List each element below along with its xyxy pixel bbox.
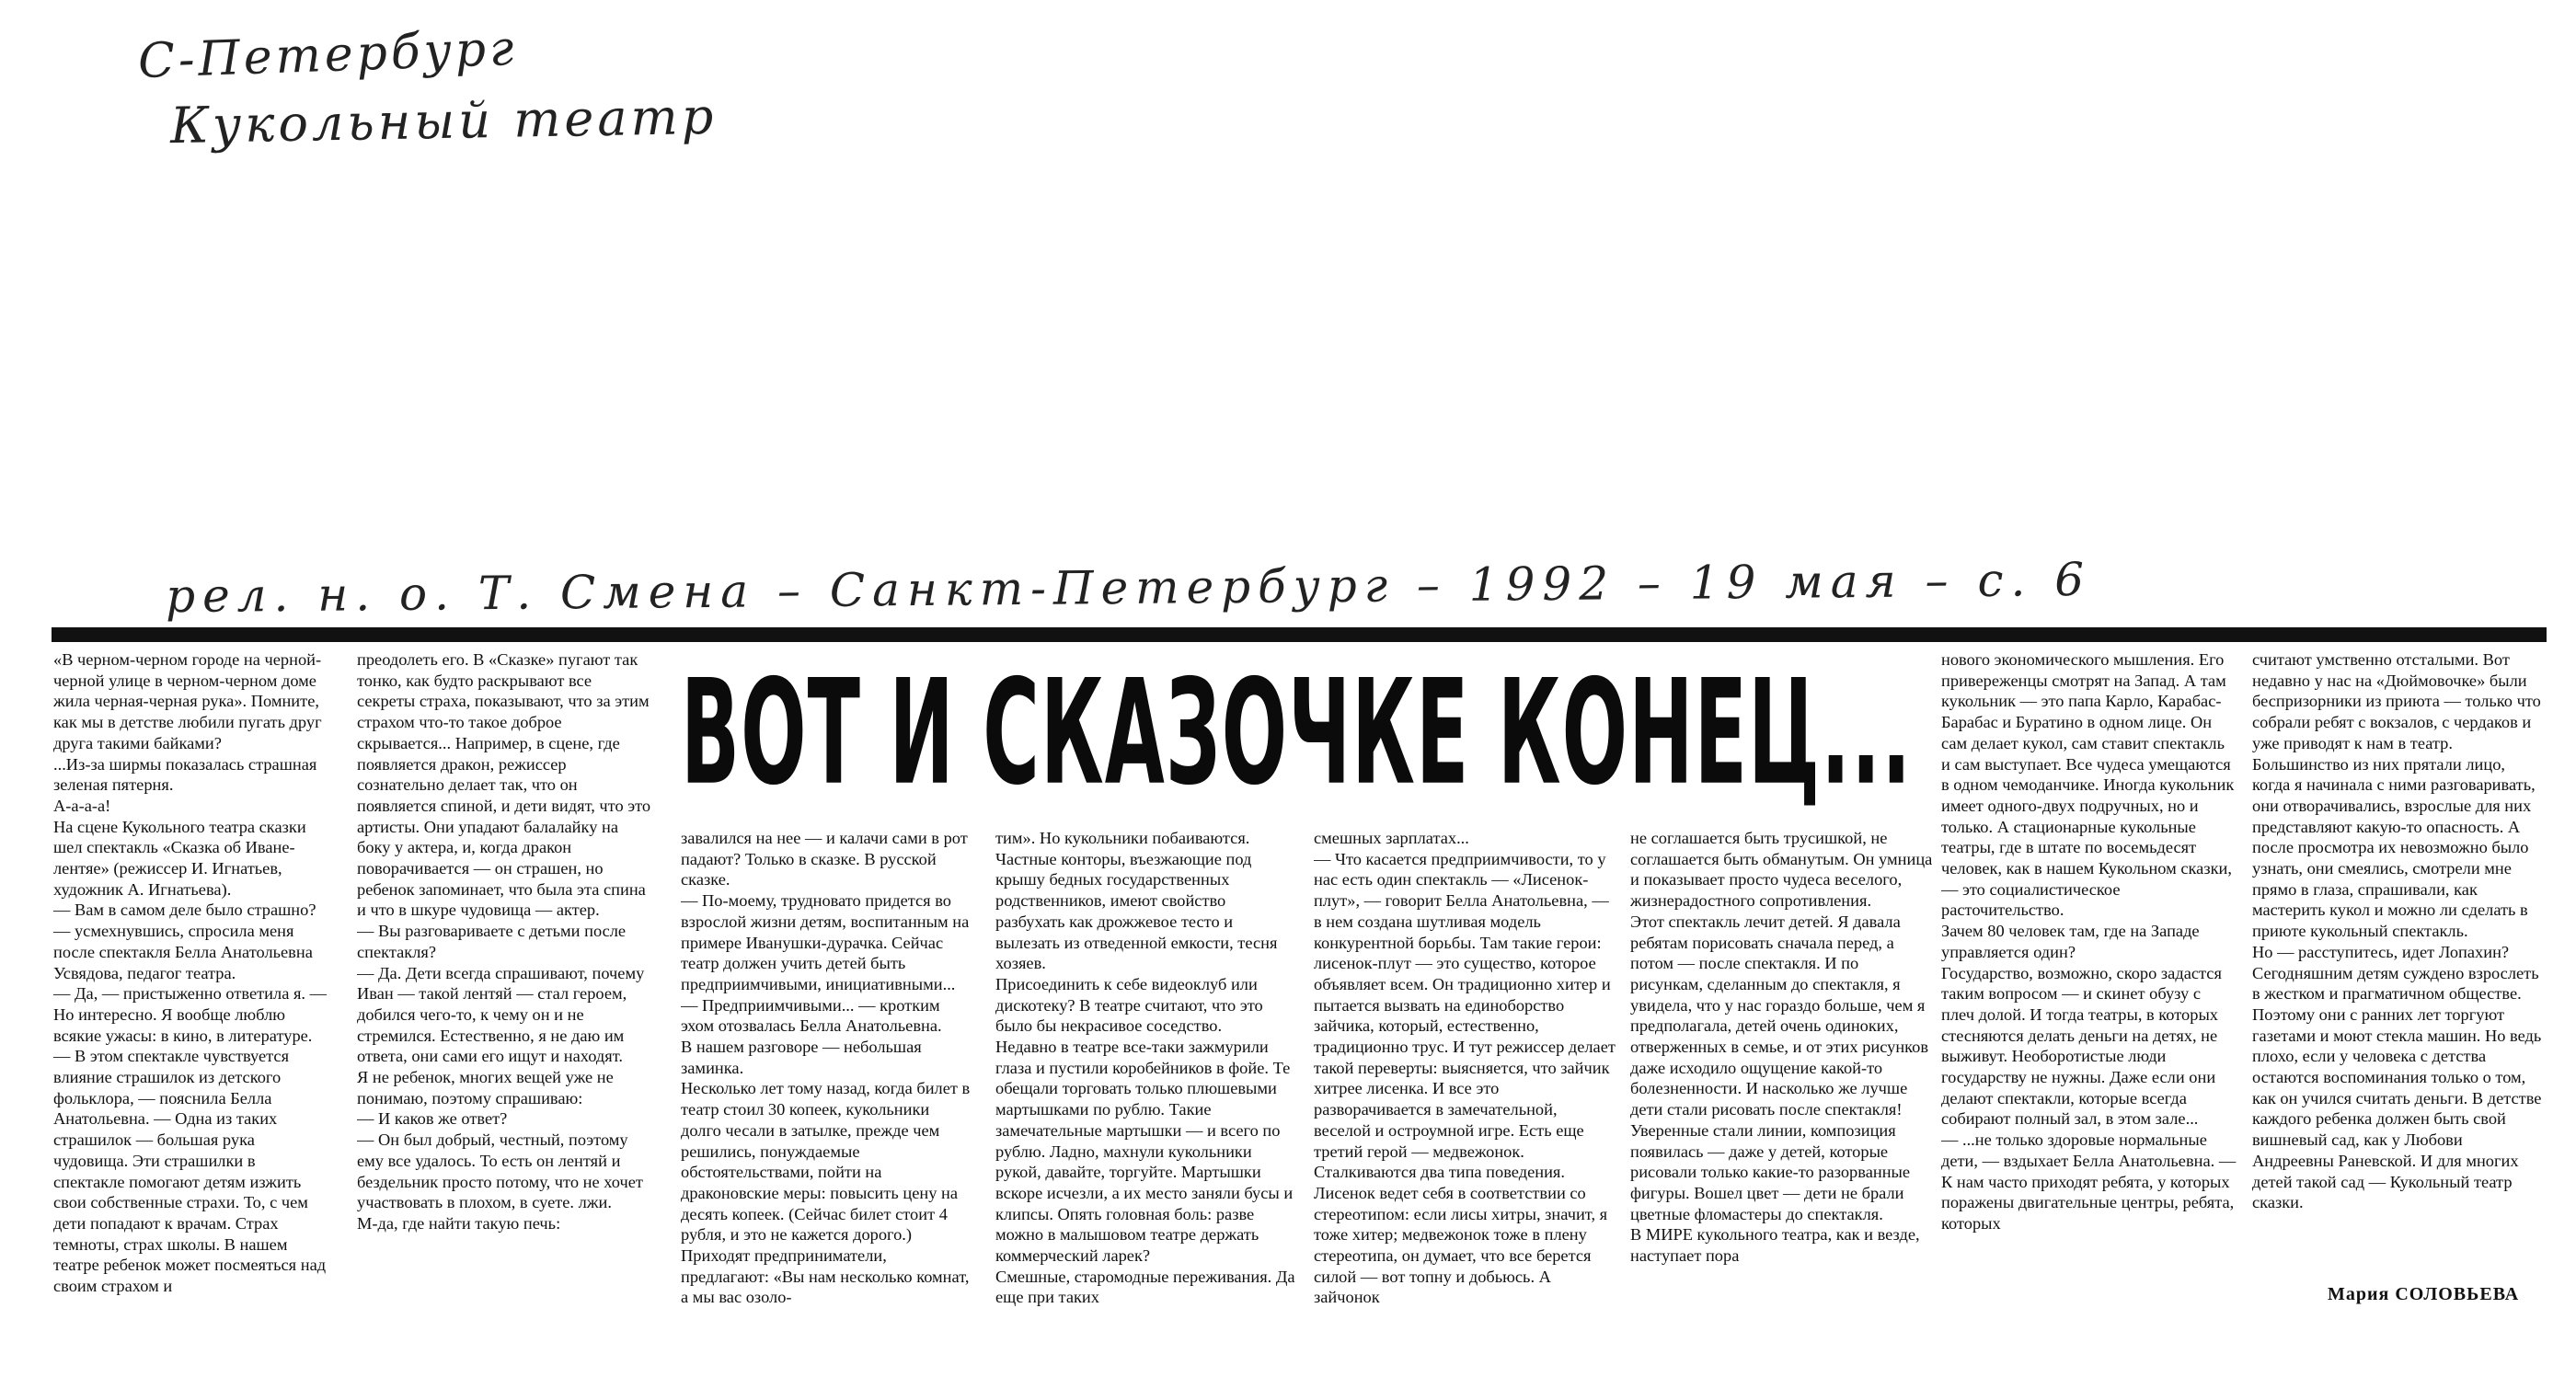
article-paragraph: Но — расступитесь, идет Лопахин? bbox=[2252, 942, 2510, 961]
article-paragraph: Недавно в театре все-таки зажмурили глаза и пустили коробейников в фойе. Те обещали торговать только плюшевыми мартышками по рублю. Такие замечательные мартышки — и всего по рублю. Ладно, махнули кукольники рукой, давайте, торгуйте. Мартышки вскоре исчезли, а их место заняли бусы и клипсы. Опять головная боль: разве можно в малышовом театре держать коммерческий ларек? bbox=[995, 1038, 1294, 1266]
article-paragraph: завалился на нее — и калачи сами в рот падают? Только в сказке. В русской сказке. bbox=[681, 829, 968, 889]
article-paragraph: Зачем 80 человек там, где на Западе управляется один? bbox=[1941, 922, 2200, 961]
article-paragraph: — Вы разговариваете с детьми после спектакля? bbox=[357, 922, 627, 961]
article-headline: ВОТ И СКАЗОЧКЕ КОНЕЦ... bbox=[681, 648, 1913, 818]
article-paragraph: преодолеть его. В «Сказке» пугают так тонко, как будто раскрывают все секреты страха, показывают, что за этим страхом что-то такое доброе скрывается... Например, в сцене, где появляется дракон, режиссер сознательно делает так, что он появляется спиной, и дети видят, что это артисты. Они упадают балалайку на боку у актера, и, когда дракон поворачивается — он страшен, но ребенок запоминает, что была эта спина и что в шкуре чудовища — актер. bbox=[357, 650, 651, 920]
article-paragraph: В нашем разговоре — небольшая заминка. bbox=[681, 1038, 922, 1077]
article-paragraph: А-а-а-а! bbox=[53, 796, 111, 815]
article-paragraph: Несколько лет тому назад, когда билет в театр стоил 30 копеек, кукольники долго чесали в затылке, прежде чем решились, понуждаемые обстоятельствами, пойти на драконовские меры: повысить цену на десять копеек. (Сейчас билет стоит 4 рубля, и это не кажется дорого.) bbox=[681, 1079, 971, 1245]
article-paragraph: нового экономического мышления. Его привереженцы смотрят на Запад. А там кукольник — это папа Карло, Карабас-Барабас и Буратино в одном лице. Он сам делает кукол, сам ставит спектакль и сам выступает. Все чудеса умещаются в одном чемоданчике. Иногда кукольник имеет одного-двух подручных, но и только. А стационарные кукольные театры, где в штате по восемьдесят человек, как в нашем Кукольном сказки, — это социалистическое расточительство. bbox=[1941, 650, 2235, 920]
article-paragraph: Присоединить к себе видеоклуб или дискотеку? В театре считают, что это было бы некрасивое соседство. bbox=[995, 974, 1263, 1036]
article-paragraph: — Он был добрый, честный, поэтому ему все удалось. То есть он лентяй и бездельник просто потому, что не хочет участвовать в плохом, в суете. лжи. bbox=[357, 1130, 643, 1212]
article-paragraph: смешных зарплатах... bbox=[1314, 829, 1469, 847]
article-paragraph: тим». Но кукольники побаиваются. Частные конторы, въезжающие под крышу бедных государственных родственников, имеют свойство разбухать как дрожжевое тесто и вылезать из отведенной емкости, тесня хозяев. bbox=[995, 829, 1278, 973]
article-column-3 bbox=[681, 828, 973, 1371]
article-paragraph: — В этом спектакле чувствуется влияние страшилок из детского фольклора, — пояснила Белла Анатольевна. — Одна из таких страшилок — большая рука чудовища. Эти страшилки в спектакле помогают детям изжить свои собственные страхи. То, с чем дети попадают к врачам. Страх темноты, страх школы. В нашем театре ребенок может посмеяться над своим страхом и bbox=[53, 1047, 327, 1296]
article-paragraph: Этот спектакль лечит детей. Я давала ребятам порисовать сначала перед, а потом — после спектакля. И по рисункам, сделанным до спектакля, я увидела, что у нас гораздо больше, чем я предполагала, детей очень одиноких, отверженных в семье, и от этих рисунков даже исходило ощущение какой-то болезненности. И насколько же лучше дети стали рисовать после спектакля! Уверенные стали линии, композиция появилась — даже у детей, которые рисовали только какие-то разорванные фигуры. Вошел цвет — дети не брали цветные фломастеры до спектакля. bbox=[1630, 912, 1929, 1223]
article-paragraph: В МИРЕ кукольного театра, как и везде, наступает пора bbox=[1630, 1225, 1920, 1266]
article-paragraph: — Вам в самом деле было страшно? — усмехнувшись, спросила меня после спектакля Белла Анатольевна Усвядова, педагог театра. bbox=[53, 901, 316, 982]
article-column-6 bbox=[1630, 828, 1934, 1371]
article-author: Мария СОЛОВЬЕВА bbox=[2328, 1284, 2520, 1304]
article-paragraph: Сегодняшним детям суждено взрослеть в жестком и прагматичном обществе. Поэтому они с ранних лет торгуют газетами и моют стекла машин. Но ведь плохо, если у человека с детства остаются воспоминания только о том, как он учился считать деньги. В детстве каждого ребенка должен быть свой вишневый сад, как у Любови Андреевны Раневской. И для многих детей такой сад — Кукольный театр сказки. bbox=[2252, 963, 2542, 1212]
article-paragraph: — ...не только здоровые нормальные дети, — вздыхает Белла Анатольевна. — К нам часто приходят ребята, у которых поражены двигательные центры, ребята, которых bbox=[1941, 1130, 2237, 1233]
article-paragraph: — И каков же ответ? bbox=[357, 1109, 508, 1129]
article-paragraph: Государство, возможно, скоро задастся таким вопросом — и скинет обузу с плеч долой. И тогда театры, в которых стесняются делать деньги на детях, не выживут. Необоротистые люди государству не нужны. Даже если они делают спектакли, которые всегда собирают полный зал, в этом зале... bbox=[1941, 963, 2222, 1129]
article-column-5 bbox=[1314, 828, 1617, 1371]
handwritten-city-note: С-Петербург bbox=[137, 20, 519, 90]
article-paragraph: — По-моему, трудновато придется во взрослой жизни детям, воспитанным на примере Иванушки-дурачка. Сейчас театр должен учить детей быть предприимчивыми, инициативными... bbox=[681, 891, 970, 993]
handwritten-theatre-note: Кукольный театр bbox=[169, 86, 718, 155]
article-column-8 bbox=[2252, 649, 2545, 1293]
article-paragraph: «В черном-черном городе на черной-черной улице в черном-черном доме жила черная-черная рука». Помните, как мы в детстве любили пугать друг друга такими байками? bbox=[53, 650, 322, 752]
article-paragraph: Я не ребенок, многих вещей уже не понимаю, поэтому спрашиваю: bbox=[357, 1068, 614, 1107]
article-paragraph: М-да, где найти такую печь: bbox=[357, 1213, 561, 1233]
handwritten-source-note: рел. н. о. Т. Смена – Санкт-Петербург – 1992 – 19 мая – с. 6 bbox=[165, 552, 2092, 624]
article-paragraph: — Да, — пристыженно ответила я. — Но интересно. Я вообще люблю всякие ужасы: в кино, в литературе. bbox=[53, 984, 328, 1045]
top-rule bbox=[52, 627, 2547, 642]
article-paragraph: — Да. Дети всегда спрашивают, почему Иван — такой лентяй — стал героем, добился чего-то, к чему он и не стремился. Естественно, я не даю им ответа, они сами его ищут и находят. bbox=[357, 963, 645, 1066]
article-column-4 bbox=[995, 828, 1299, 1371]
article-column-2 bbox=[357, 649, 651, 1371]
article-paragraph: Приходят предприниматели, предлагают: «Вы нам несколько комнат, а мы вас озоло- bbox=[681, 1246, 970, 1307]
article-paragraph: Смешные, старомодные переживания. Да еще при таких bbox=[995, 1267, 1295, 1307]
article-paragraph: не соглашается быть трусишкой, не соглашается быть обманутым. Он умница и показывает просто чудеса веселого, жизнерадостного сопротивления. bbox=[1630, 829, 1933, 911]
article-paragraph: ...Из-за ширмы показалась страшная зеленая пятерня. bbox=[53, 754, 317, 795]
article-paragraph: На сцене Кукольного театра сказки шел спектакль «Сказка об Иване-лентяе» (режиссер И. Игнатьев, художник А. Игнатьева). bbox=[53, 817, 306, 899]
article-column-7 bbox=[1941, 649, 2237, 1371]
article-column-1 bbox=[53, 649, 329, 1371]
article-paragraph: — Что касается предприимчивости, то у нас есть один спектакль — «Лисенок-плут», — говорит Белла Анатольевна, — в нем создана шутливая модель конкурентной борьбы. Там такие герои: лисенок-плут — это существо, которое объявляет всем. Он традиционно хитер и пытается вызвать на единоборство зайчика, который, естественно, традиционно трус. И тут режиссер делает такой переверты: выясняется, что зайчик хитрее лисенка. И все это разворачивается в замечательной, веселой и остроумной игре. Есть еще третий герой — медвежонок. Сталкиваются два типа поведения. Лисенок ведет себя в соответствии со стереотипом: если лисы хитры, значит, я тоже хитер; медвежонок тоже в плену стереотипа, он думает, что все берется силой — вот топну и добьюсь. А зайчонок bbox=[1314, 849, 1616, 1307]
article-paragraph: — Предприимчивыми... — кротким эхом отозвалась Белла Анатольевна. bbox=[681, 995, 942, 1036]
article-paragraph: считают умственно отсталыми. Вот недавно у нас на «Дюймовочке» были беспризорники из приюта — только что собрали ребят с вокзалов, с чердаков и уже приводят к нам в театр. Большинство из них прятали лицо, когда я начинала с ними разговаривать, они отворачивались, взрослые для них представляют какую-то опасность. А после просмотра их невозможно было узнать, они смеялись, смотрели мне прямо в глаза, спрашивали, как мастерить кукол и можно ли сделать в приюте кукольный спектакль. bbox=[2252, 650, 2541, 941]
